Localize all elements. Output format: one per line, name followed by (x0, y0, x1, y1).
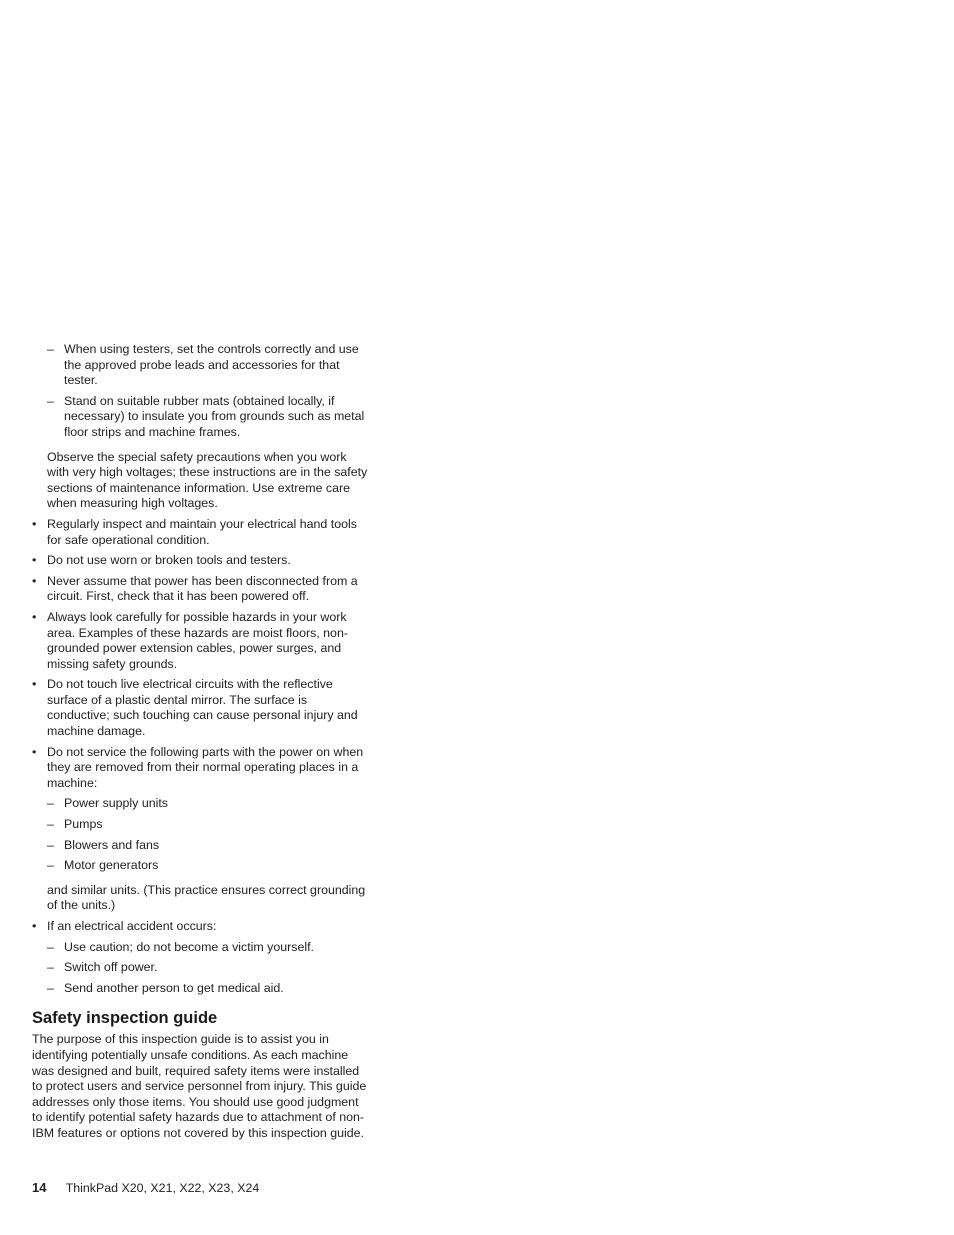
dash-item-text: Pumps (64, 817, 103, 832)
bullet-item-text: Do not use worn or broken tools and testers. (47, 553, 291, 568)
rubber-mat-dash-item (32, 394, 368, 441)
dash-mark: – (47, 939, 54, 954)
part-dash-item (32, 838, 368, 854)
bullet-item-text: Regularly inspect and maintain your electrical hand tools for safe operational condition. (47, 516, 357, 547)
bullet-item (32, 553, 368, 569)
dash-item-text: Send another person to get medical aid. (64, 980, 284, 995)
accident-bullet-item (32, 919, 368, 935)
bullet-mark: • (32, 609, 37, 624)
section-paragraph: The purpose of this inspection guide is to assist you in identifying potentially unsafe conditions. As each machine was designed and built, required safety items were installed to protect users and service personnel from injury. This guide addresses only those items. You should use good judgment to identify potential safety hazards due to attachment of non-IBM features or options not covered by this inspection guide. (32, 1032, 367, 1140)
bullet-mark: • (32, 553, 37, 568)
bullet-mark: • (32, 677, 37, 692)
dash-mark: – (47, 393, 54, 408)
bullet-item (32, 745, 368, 792)
dash-item-text: Switch off power. (64, 960, 158, 975)
accident-step-dash-item (32, 940, 368, 956)
dash-item-text: Blowers and fans (64, 837, 160, 852)
main-text-column (32, 342, 368, 1142)
bullet-item-text: Never assume that power has been disconnected from a circuit. First, check that it has been powered off. (47, 573, 358, 604)
part-dash-item (32, 858, 368, 874)
dash-mark: – (47, 817, 54, 832)
bullet-item (32, 677, 368, 739)
part-dash-item (32, 817, 368, 833)
bullet-item-text: Do not touch live electrical circuits with the reflective surface of a plastic dental mirror. The surface is conductive; such touching can cause personal injury and machine damage. (47, 677, 358, 739)
bullet-item-text: Do not service the following parts with the power on when they are removed from their normal operating places in a machine: (47, 744, 364, 790)
bullet-item (32, 610, 368, 672)
dash-item-text: Power supply units (64, 796, 168, 811)
dash-mark: – (47, 837, 54, 852)
dash-item-text: When using testers, set the controls correctly and use the approved probe leads and accessories for that tester. (64, 342, 359, 388)
part-dash-item (32, 796, 368, 812)
accident-step-dash-item (32, 960, 368, 976)
bullet-item-text: Always look carefully for possible hazards in your work area. Examples of these hazards are moist floors, non-grounded power extension cables, power surges, and missing safety grounds. (47, 609, 348, 671)
dash-mark: – (47, 980, 54, 995)
dash-mark: – (47, 342, 54, 356)
similar-units-paragraph: and similar units. (This practice ensures correct grounding of the units.) (47, 882, 366, 913)
high-voltage-paragraph: Observe the special safety precautions when you work with very high voltages; these instructions are in the safety sections of maintenance information. Use extreme care when measuring high voltages. (47, 449, 368, 511)
dash-mark: – (47, 960, 54, 975)
bullet-mark: • (32, 744, 37, 759)
page-footer (32, 1180, 259, 1196)
bullet-item (32, 574, 368, 605)
bullet-mark: • (32, 919, 37, 933)
bullet-mark: • (32, 516, 37, 531)
section-heading: Safety inspection guide (32, 1009, 218, 1028)
bullet-item-text: If an electrical accident occurs: (47, 919, 217, 933)
dash-item-text: Motor generators (64, 858, 159, 873)
tester-dash-item (32, 342, 368, 389)
dash-mark: – (47, 796, 54, 811)
bullet-mark: • (32, 573, 37, 588)
dash-item-text: Use caution; do not become a victim yourself. (64, 939, 314, 954)
dash-item-text: Stand on suitable rubber mats (obtained locally, if necessary) to insulate you from grounds such as metal floor strips and machine frames. (64, 393, 365, 439)
dash-mark: – (47, 858, 54, 873)
page-number: 14 (32, 1180, 47, 1195)
accident-step-dash-item (32, 981, 368, 997)
bullet-item (32, 517, 368, 548)
footer-title: ThinkPad X20, X21, X22, X23, X24 (65, 1181, 260, 1195)
